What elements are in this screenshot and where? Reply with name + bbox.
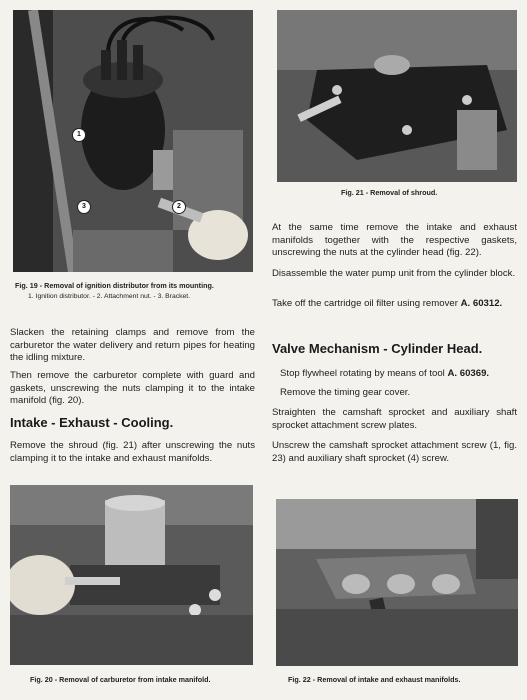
fig21-caption: Fig. 21 - Removal of shroud. xyxy=(341,188,438,197)
fig19-callout-3: 3 xyxy=(77,200,91,214)
left-paragraph-2: Then remove the carburetor complete with guard and gaskets, unscrewing the nuts clamping it to the intake manifold (fig. 20). xyxy=(10,370,255,407)
fig21-photo xyxy=(277,10,517,182)
fig22-caption: Fig. 22 - Removal of intake and exhaust manifolds. xyxy=(288,675,461,684)
flywheel-text: Stop flywheel rotating by means of tool xyxy=(280,368,445,379)
right-paragraph-7: Unscrew the camshaft sprocket attachment screw (1, fig. 23) and auxiliary shaft sprocket (4) screw. xyxy=(272,440,517,464)
right-paragraph-2: Disassemble the water pump unit from the cylinder block. xyxy=(272,268,516,279)
fig20-caption: Fig. 20 - Removal of carburetor from intake manifold. xyxy=(30,675,211,684)
fig19-callout-1: 1 xyxy=(72,128,86,142)
tool-a60369: A. 60369. xyxy=(447,368,490,379)
section-heading-valve: Valve Mechanism - Cylinder Head. xyxy=(272,341,483,356)
right-paragraph-5: Remove the timing gear cover. xyxy=(280,387,411,398)
right-paragraph-1: At the same time remove the intake and exhaust manifolds together with the respective gaskets, unscrewing the nuts at the cylinder head (fig. 22). xyxy=(272,222,517,259)
fig19-photo xyxy=(13,10,253,272)
left-paragraph-1: Slacken the retaining clamps and remove from the carburetor the water delivery and return pipes for heating the idling mixture. xyxy=(10,327,255,364)
left-paragraph-3: Remove the shroud (fig. 21) after unscrewing the nuts clamping it to the intake and exhaust manifolds. xyxy=(10,440,255,464)
right-paragraph-3 xyxy=(272,298,517,311)
tool-a60312: A. 60312. xyxy=(460,298,503,309)
fig22-photo xyxy=(276,499,518,666)
fig19-caption: Fig. 19 - Removal of ignition distributor from its mounting. xyxy=(15,281,214,290)
right-paragraph-4 xyxy=(280,368,517,381)
section-heading-intake: Intake - Exhaust - Cooling. xyxy=(10,415,174,430)
right-paragraph-6: Straighten the camshaft sprocket and auxiliary shaft sprocket attachment screw plates. xyxy=(272,407,517,431)
fig19-callout-2: 2 xyxy=(172,200,186,214)
oil-filter-text: Take off the cartridge oil filter using remover xyxy=(272,298,458,309)
fig20-photo xyxy=(10,485,253,665)
fig19-legend: 1. Ignition distributor. - 2. Attachment nut. - 3. Bracket. xyxy=(28,293,191,300)
